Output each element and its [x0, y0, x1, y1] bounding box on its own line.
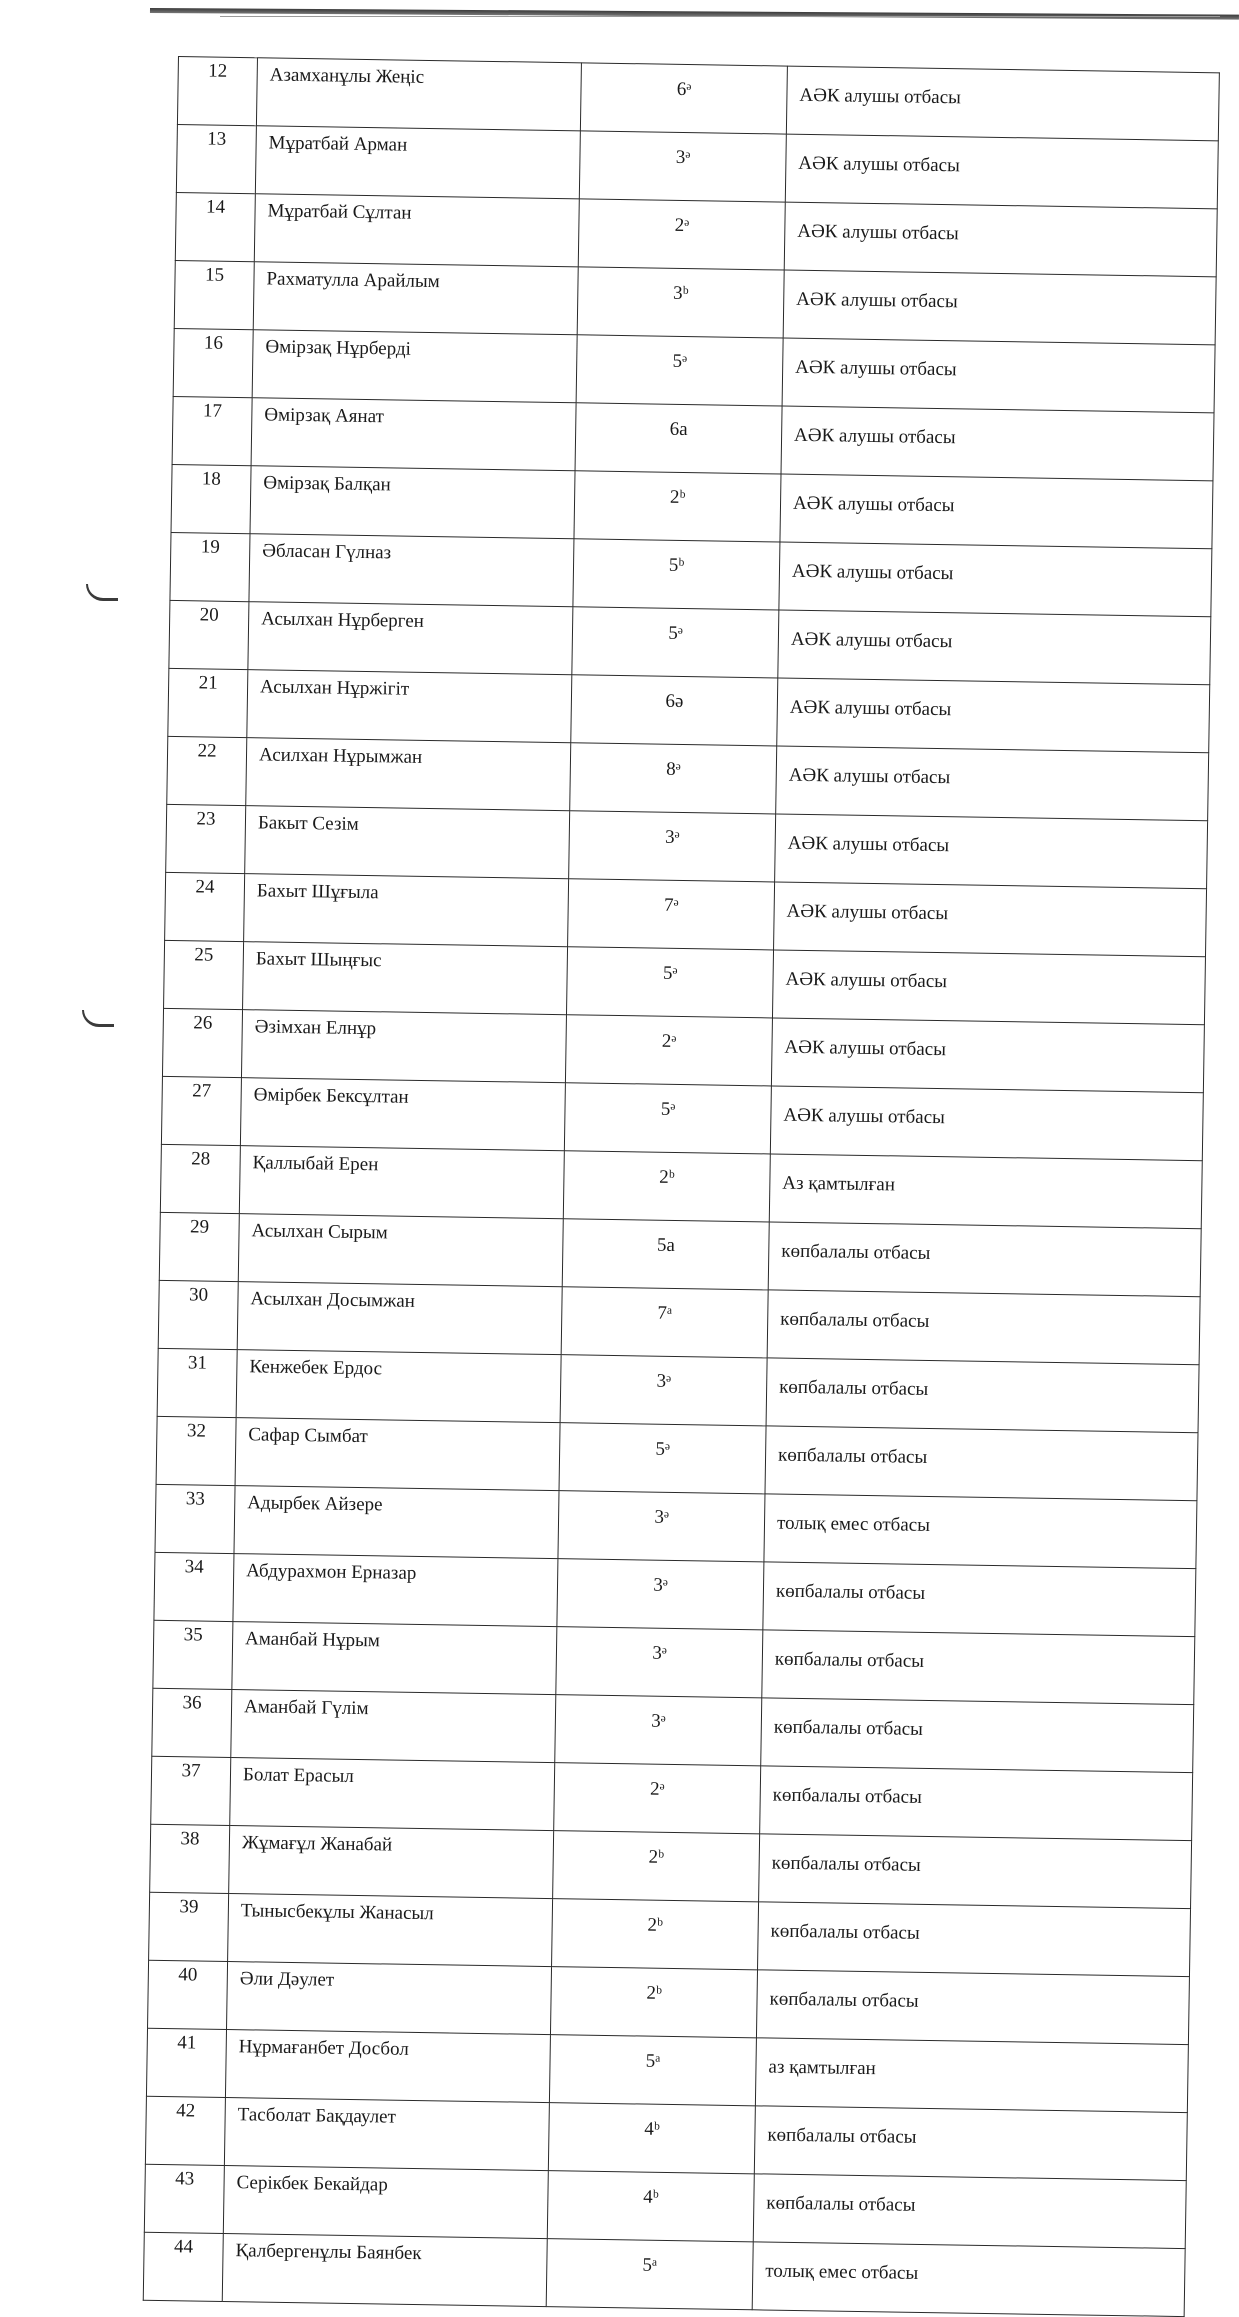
student-name-cell: Асылхан Нұржігіт: [247, 670, 572, 743]
student-name-cell: Қалбергенұлы Баянбек: [222, 2233, 547, 2306]
family-category-cell: көпбалалы отбасы: [767, 1290, 1200, 1365]
family-category-cell: көпбалалы отбасы: [768, 1222, 1201, 1297]
student-name-cell: Мұратбай Сұлтан: [254, 194, 579, 267]
row-number-cell: 22: [167, 736, 247, 805]
row-number-cell: 41: [146, 2028, 226, 2097]
row-number-cell: 16: [173, 328, 253, 397]
family-category-cell: толық емес отбасы: [752, 2242, 1185, 2317]
student-name-cell: Өмірзақ Аянат: [251, 398, 576, 471]
class-cell: 2ᵊ: [565, 1015, 772, 1086]
class-cell: 3ᵊ: [560, 1355, 767, 1426]
family-category-cell: АӘК алушы отбасы: [772, 950, 1205, 1025]
row-number-cell: 40: [148, 1960, 228, 2029]
student-name-cell: Әбласан Гүлназ: [249, 534, 574, 607]
family-category-cell: көпбалалы отбасы: [765, 1426, 1198, 1501]
class-cell: 2ᵊ: [578, 199, 785, 270]
row-number-cell: 18: [171, 464, 251, 533]
row-number-cell: 29: [159, 1212, 239, 1281]
family-category-cell: көпбалалы отбасы: [762, 1630, 1195, 1705]
class-cell: 2ᵇ: [553, 1831, 760, 1902]
row-number-cell: 32: [156, 1416, 236, 1485]
family-category-cell: АӘК алушы отбасы: [781, 406, 1214, 481]
row-number-cell: 27: [161, 1076, 241, 1145]
student-name-cell: Тасболат Бақдаулет: [224, 2097, 549, 2170]
row-number-cell: 42: [145, 2096, 225, 2165]
student-name-cell: Асылхан Сырым: [238, 1214, 563, 1287]
row-number-cell: 12: [177, 57, 257, 126]
class-cell: 6ә: [571, 675, 778, 746]
class-cell: 5ᵃ: [549, 2035, 756, 2106]
family-category-cell: көпбалалы отбасы: [754, 2106, 1187, 2181]
table-body: [143, 57, 1219, 2317]
student-name-cell: Асылхан Нұрберген: [248, 602, 573, 675]
row-number-cell: 28: [160, 1144, 240, 1213]
student-name-cell: Асилхан Нұрымжан: [246, 738, 571, 811]
family-category-cell: көпбалалы отбасы: [758, 1902, 1191, 1977]
class-cell: 5ᵊ: [576, 335, 783, 406]
family-category-cell: АӘК алушы отбасы: [771, 1018, 1204, 1093]
row-number-cell: 20: [169, 600, 249, 669]
student-name-cell: Өмірбек Бексұлтан: [240, 1078, 565, 1151]
scan-top-edge: [150, 8, 1239, 20]
class-cell: 2ᵇ: [563, 1151, 770, 1222]
row-number-cell: 24: [165, 872, 245, 941]
student-name-cell: Өмірзақ Балқан: [250, 466, 575, 539]
family-category-cell: АӘК алушы отбасы: [785, 134, 1218, 209]
row-number-cell: 31: [157, 1348, 237, 1417]
student-name-cell: Бахыт Шыңғыс: [243, 942, 568, 1015]
student-name-cell: Абдурахмон Ерназар: [233, 1554, 558, 1627]
student-name-cell: Рахматулла Арайлым: [253, 262, 578, 335]
student-name-cell: Адырбек Айзере: [234, 1486, 559, 1559]
class-cell: 5ᵊ: [566, 947, 773, 1018]
student-name-cell: Бахыт Шұғыла: [244, 874, 569, 947]
class-cell: 7ᵃ: [561, 1287, 768, 1358]
student-name-cell: Азамханұлы Жеңіс: [256, 58, 581, 131]
row-number-cell: 38: [150, 1824, 230, 1893]
family-category-cell: көпбалалы отбасы: [763, 1562, 1196, 1637]
row-number-cell: 36: [152, 1688, 232, 1757]
class-cell: 3ᵊ: [556, 1627, 763, 1698]
class-cell: 4ᵇ: [547, 2171, 754, 2242]
class-cell: 6ᵊ: [580, 63, 787, 134]
family-category-cell: АӘК алушы отбасы: [780, 474, 1213, 549]
student-name-cell: Мұратбай Арман: [255, 126, 580, 199]
class-cell: 8ᵊ: [570, 743, 777, 814]
row-number-cell: 30: [158, 1280, 238, 1349]
scan-top-edge-line: [220, 16, 1220, 17]
family-category-cell: АӘК алушы отбасы: [774, 882, 1207, 957]
family-category-cell: АӘК алушы отбасы: [786, 66, 1219, 141]
row-number-cell: 15: [174, 260, 254, 329]
row-number-cell: 13: [176, 124, 256, 193]
row-number-cell: 19: [170, 532, 250, 601]
student-name-cell: Өмірзақ Нұрберді: [252, 330, 577, 403]
class-cell: 2ᵊ: [554, 1763, 761, 1834]
student-name-cell: Болат Ерасыл: [230, 1758, 555, 1831]
family-category-cell: көпбалалы отбасы: [756, 1970, 1189, 2045]
class-cell: 5ᵊ: [564, 1083, 771, 1154]
class-cell: 4ᵇ: [548, 2103, 755, 2174]
family-category-cell: АӘК алушы отбасы: [770, 1086, 1203, 1161]
class-cell: 3ᵇ: [577, 267, 784, 338]
family-category-cell: АӘК алушы отбасы: [775, 814, 1208, 889]
family-category-cell: көпбалалы отбасы: [766, 1358, 1199, 1433]
student-name-cell: Кенжебек Ердос: [236, 1350, 561, 1423]
class-cell: 2ᵇ: [574, 471, 781, 542]
row-number-cell: 43: [144, 2164, 224, 2233]
row-number-cell: 23: [166, 804, 246, 873]
class-cell: 2ᵇ: [552, 1899, 759, 1970]
row-number-cell: 33: [155, 1484, 235, 1553]
family-category-cell: көпбалалы отбасы: [759, 1834, 1192, 1909]
student-name-cell: Сафар Сымбат: [235, 1418, 560, 1491]
student-name-cell: Асылхан Досымжан: [237, 1282, 562, 1355]
class-cell: 5ᵇ: [573, 539, 780, 610]
student-name-cell: Аманбай Гүлім: [231, 1690, 556, 1763]
row-number-cell: 44: [143, 2232, 223, 2301]
class-cell: 7ᵊ: [568, 879, 775, 950]
family-category-cell: көпбалалы отбасы: [753, 2174, 1186, 2249]
class-cell: 5а: [562, 1219, 769, 1290]
punch-hole-mark: [86, 584, 118, 601]
family-category-cell: АӘК алушы отбасы: [778, 610, 1211, 685]
family-category-cell: АӘК алушы отбасы: [784, 202, 1217, 277]
family-category-cell: АӘК алушы отбасы: [783, 270, 1216, 345]
family-category-cell: АӘК алушы отбасы: [779, 542, 1212, 617]
class-cell: 5ᵃ: [546, 2239, 753, 2310]
class-cell: 6а: [575, 403, 782, 474]
row-number-cell: 17: [172, 396, 252, 465]
family-category-cell: Аз қамтылған: [769, 1154, 1202, 1229]
class-cell: 3ᵊ: [558, 1491, 765, 1562]
class-cell: 2ᵇ: [550, 1967, 757, 2038]
row-number-cell: 14: [175, 192, 255, 261]
family-category-cell: көпбалалы отбасы: [760, 1766, 1193, 1841]
class-cell: 3ᵊ: [557, 1559, 764, 1630]
row-number-cell: 25: [164, 940, 244, 1009]
class-cell: 3ᵊ: [555, 1695, 762, 1766]
family-category-cell: толық емес отбасы: [764, 1494, 1197, 1569]
student-name-cell: Аманбай Нұрым: [232, 1622, 557, 1695]
student-name-cell: Қаллыбай Ерен: [239, 1146, 564, 1219]
student-name-cell: Тынысбекұлы Жанасыл: [228, 1894, 553, 1967]
family-category-cell: көпбалалы отбасы: [761, 1698, 1194, 1773]
row-number-cell: 39: [149, 1892, 229, 1961]
student-name-cell: Әли Дәулет: [227, 1962, 552, 2035]
student-name-cell: Бакыт Сезім: [245, 806, 570, 879]
row-number-cell: 21: [168, 668, 248, 737]
class-cell: 5ᵊ: [559, 1423, 766, 1494]
table-wrapper: [143, 56, 1220, 2317]
class-cell: 3ᵊ: [579, 131, 786, 202]
family-category-cell: АӘК алушы отбасы: [782, 338, 1215, 413]
family-category-cell: аз қамтылған: [755, 2038, 1188, 2113]
family-category-cell: АӘК алушы отбасы: [776, 746, 1209, 821]
student-list-table: [143, 56, 1220, 2317]
row-number-cell: 26: [162, 1008, 242, 1077]
student-name-cell: Жұмағұл Жанабай: [229, 1826, 554, 1899]
family-category-cell: АӘК алушы отбасы: [777, 678, 1210, 753]
row-number-cell: 35: [153, 1620, 233, 1689]
student-name-cell: Әзімхан Елнұр: [241, 1010, 566, 1083]
student-name-cell: Серікбек Бекайдар: [223, 2165, 548, 2238]
row-number-cell: 37: [151, 1756, 231, 1825]
row-number-cell: 34: [154, 1552, 234, 1621]
punch-hole-mark: [82, 1010, 114, 1027]
class-cell: 3ᵊ: [569, 811, 776, 882]
student-name-cell: Нұрмағанбет Досбол: [225, 2030, 550, 2103]
class-cell: 5ᵊ: [572, 607, 779, 678]
